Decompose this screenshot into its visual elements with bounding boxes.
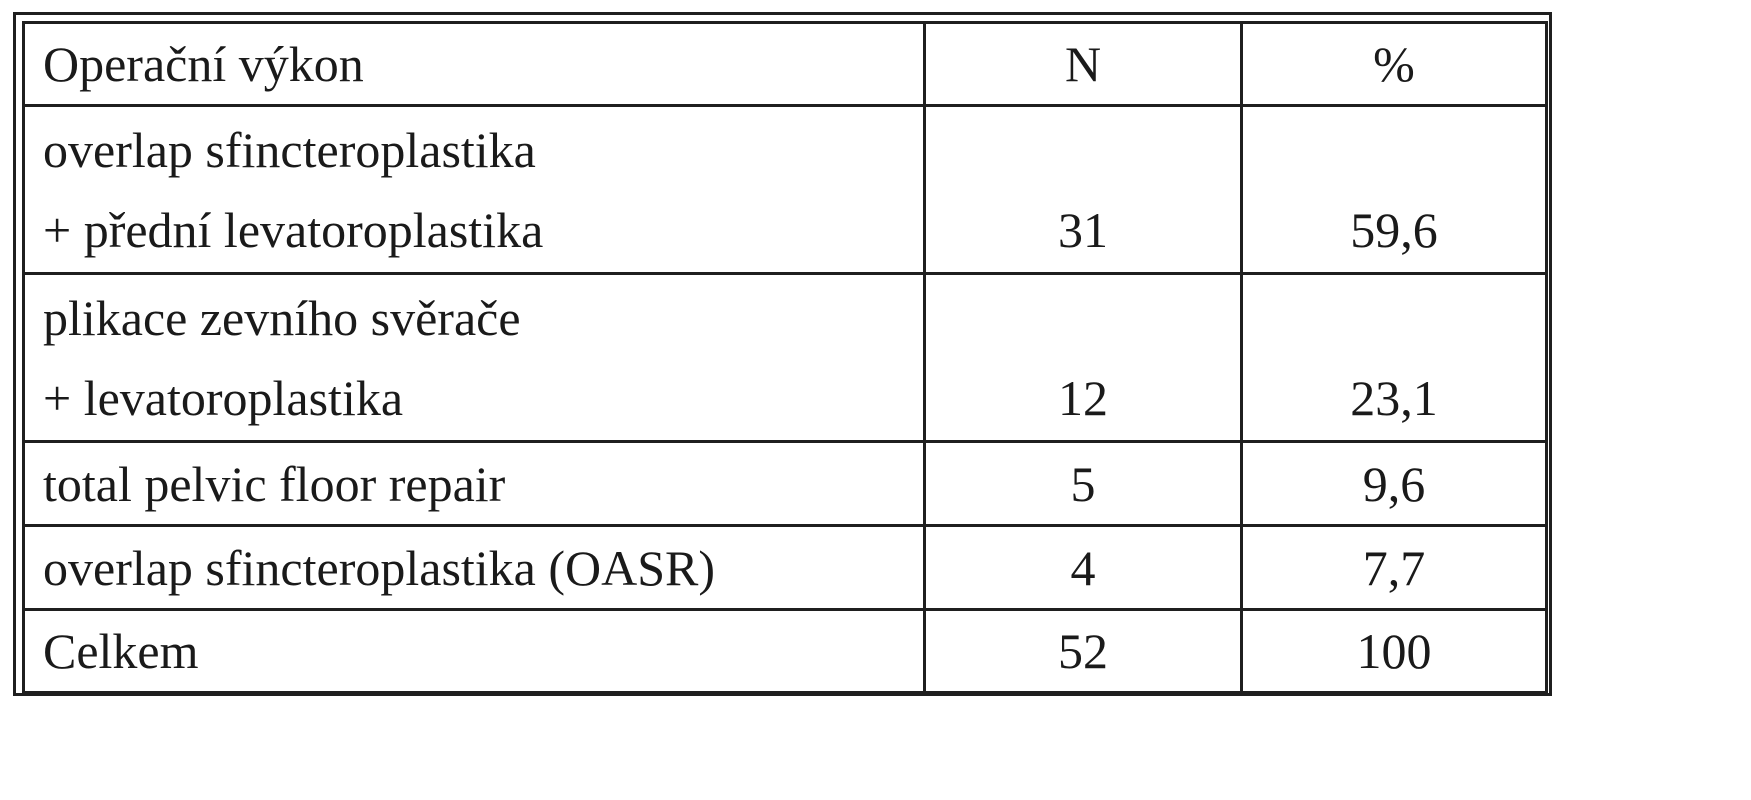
n-cell: 4 [925, 526, 1242, 610]
percent-cell: 23,1 [1242, 274, 1547, 442]
total-percent: 100 [1242, 610, 1547, 693]
percent-cell: 59,6 [1242, 106, 1547, 274]
n-cell: 5 [925, 442, 1242, 526]
procedure-line: + levatoroplastika [43, 370, 404, 426]
table-header-row [24, 23, 1547, 106]
surgery-table [22, 21, 1548, 694]
procedure-line: + přední levatoroplastika [43, 202, 544, 258]
table-row [24, 442, 1547, 526]
n-cell: 31 [925, 106, 1242, 274]
procedure-cell [24, 274, 925, 442]
table-total-row [24, 610, 1547, 693]
percent-cell: 9,6 [1242, 442, 1547, 526]
procedure-cell [24, 106, 925, 274]
percent-cell: 7,7 [1242, 526, 1547, 610]
header-n: N [925, 23, 1242, 106]
header-percent: % [1242, 23, 1547, 106]
procedure-line: plikace zevního svěrače [43, 290, 521, 346]
table-row [24, 526, 1547, 610]
header-procedure: Operační výkon [24, 23, 925, 106]
table-row [24, 106, 1547, 274]
total-n: 52 [925, 610, 1242, 693]
procedure-cell: total pelvic floor repair [24, 442, 925, 526]
n-cell: 12 [925, 274, 1242, 442]
procedure-line: overlap sfincteroplastika [43, 122, 536, 178]
total-label: Celkem [24, 610, 925, 693]
table-row [24, 274, 1547, 442]
procedure-cell: overlap sfincteroplastika (OASR) [24, 526, 925, 610]
